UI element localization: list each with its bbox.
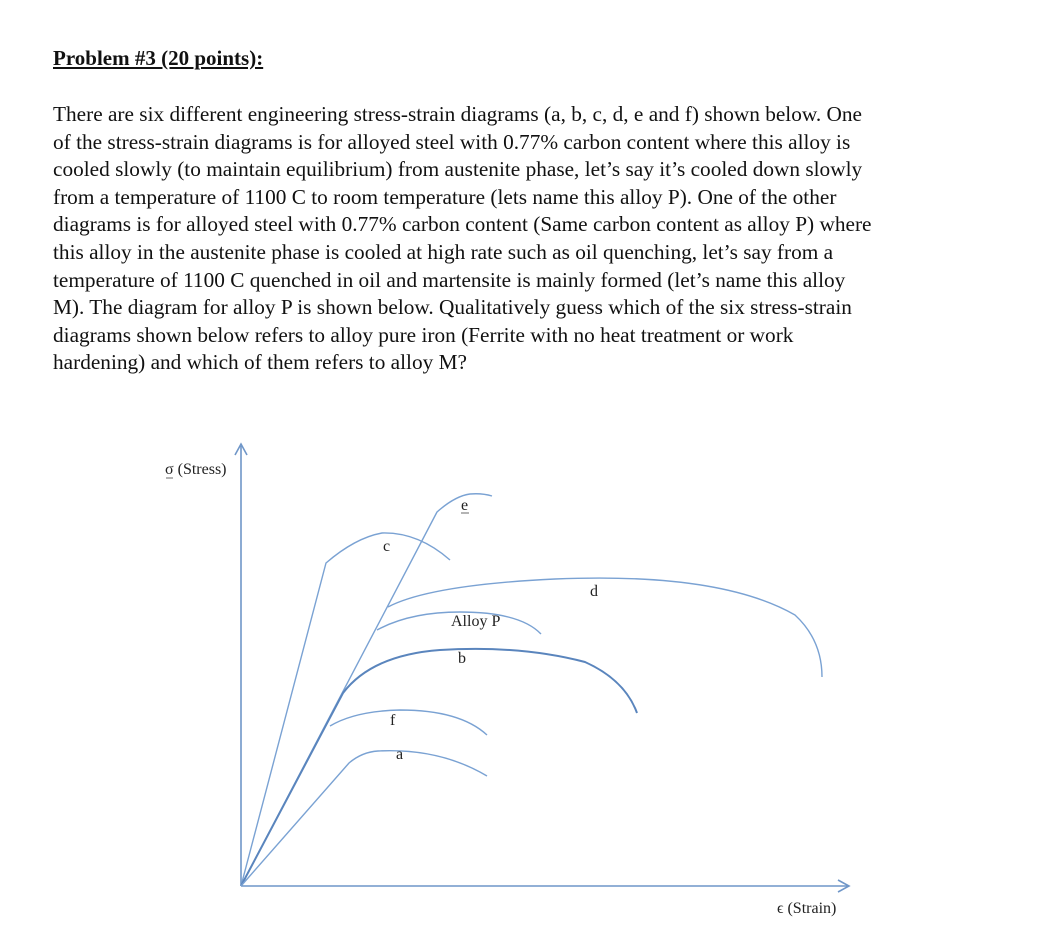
curve-e-label: e bbox=[461, 497, 469, 514]
curve-e-line bbox=[241, 494, 492, 886]
curve-f-line bbox=[330, 710, 487, 735]
statement-line: diagrams shown below refers to alloy pure iron (Ferrite with no heat treatment or work bbox=[53, 322, 794, 347]
alloy-p-label: Alloy P bbox=[451, 613, 501, 630]
statement-line: There are six different engineering stress-strain diagrams (a, b, c, d, e and f) shown below. One bbox=[53, 102, 863, 126]
curve-c-label: c bbox=[383, 538, 391, 555]
statement-line: from a temperature of 1100 C to room temperature (lets name this alloy P). One of the other bbox=[53, 184, 837, 209]
statement-line: cooled slowly (to maintain equilibrium) from austenite phase, let’s say it’s cooled down slowly bbox=[53, 157, 863, 182]
statement-line: hardening) and which of them refers to alloy M? bbox=[53, 350, 467, 375]
statement-line: M). The diagram for alloy P is shown below. Qualitatively guess which of the six stress-strain bbox=[53, 295, 852, 320]
curve-a-label: a bbox=[396, 746, 404, 763]
y-axis-label: σ (Stress) bbox=[165, 461, 227, 478]
statement-line: of the stress-strain diagrams is for alloyed steel with 0.77% carbon content where this alloy is bbox=[53, 129, 851, 154]
curve-alloy-p bbox=[377, 612, 541, 634]
curve-f bbox=[330, 710, 487, 735]
statement-line: this alloy in the austenite phase is cooled at high rate such as oil quenching, let’s say from a bbox=[53, 239, 834, 264]
statement-line: diagrams is for alloyed steel with 0.77% carbon content (Same carbon content as alloy P) where bbox=[53, 212, 872, 237]
curve-b-line bbox=[241, 649, 637, 886]
x-axis-label: ϵ (Strain) bbox=[777, 900, 837, 917]
curve-c bbox=[241, 533, 450, 886]
curve-c-line bbox=[241, 533, 450, 886]
curve-d-label: d bbox=[590, 583, 598, 600]
problem-title: Problem #3 (20 points): bbox=[53, 46, 264, 70]
curve-a-line bbox=[241, 751, 487, 886]
axes bbox=[235, 444, 849, 892]
statement-line: temperature of 1100 C quenched in oil and martensite is mainly formed (let’s name this alloy bbox=[53, 267, 846, 292]
curve-b-label: b bbox=[458, 650, 466, 667]
curve-e bbox=[241, 494, 492, 886]
curve-f-label: f bbox=[390, 712, 396, 729]
curve-b bbox=[241, 649, 637, 886]
